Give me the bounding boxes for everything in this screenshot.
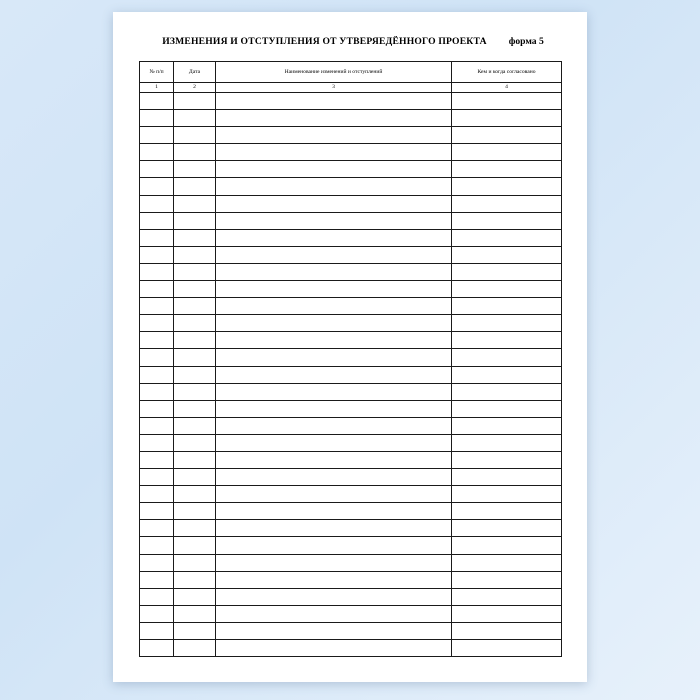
cell-approval[interactable] [452, 178, 562, 195]
cell-number[interactable] [140, 622, 174, 639]
cell-approval[interactable] [452, 400, 562, 417]
cell-number[interactable] [140, 298, 174, 315]
table-row[interactable] [140, 486, 562, 503]
cell-approval[interactable] [452, 161, 562, 178]
column-number-1: 1 [140, 83, 174, 93]
cell-approval[interactable] [452, 263, 562, 280]
cell-approval[interactable] [452, 281, 562, 298]
cell-number[interactable] [140, 349, 174, 366]
cell-approval[interactable] [452, 622, 562, 639]
cell-date[interactable] [174, 486, 216, 503]
table-row[interactable] [140, 178, 562, 195]
table-body [140, 93, 562, 657]
cell-description[interactable] [216, 161, 452, 178]
cell-description[interactable] [216, 229, 452, 246]
cell-approval[interactable] [452, 366, 562, 383]
cell-approval[interactable] [452, 93, 562, 110]
cell-number[interactable] [140, 144, 174, 161]
cell-date[interactable] [174, 144, 216, 161]
cell-description[interactable] [216, 383, 452, 400]
table-row[interactable] [140, 622, 562, 639]
table-row[interactable] [140, 451, 562, 468]
cell-description[interactable] [216, 417, 452, 434]
cell-approval[interactable] [452, 434, 562, 451]
cell-date[interactable] [174, 178, 216, 195]
cell-number[interactable] [140, 195, 174, 212]
column-header-description: Наименование изменений и отступлений [216, 62, 452, 83]
cell-description[interactable] [216, 486, 452, 503]
cell-number[interactable] [140, 110, 174, 127]
table-row[interactable] [140, 640, 562, 657]
cell-date[interactable] [174, 554, 216, 571]
column-number-2: 2 [174, 83, 216, 93]
cell-number[interactable] [140, 161, 174, 178]
cell-number[interactable] [140, 451, 174, 468]
cell-description[interactable] [216, 195, 452, 212]
table-row[interactable] [140, 110, 562, 127]
table-row[interactable] [140, 366, 562, 383]
cell-date[interactable] [174, 332, 216, 349]
cell-description[interactable] [216, 366, 452, 383]
cell-date[interactable] [174, 588, 216, 605]
cell-date[interactable] [174, 383, 216, 400]
changes-journal-table [139, 61, 562, 657]
cell-approval[interactable] [452, 417, 562, 434]
cell-approval[interactable] [452, 298, 562, 315]
cell-date[interactable] [174, 246, 216, 263]
cell-date[interactable] [174, 451, 216, 468]
cell-description[interactable] [216, 315, 452, 332]
table-row[interactable] [140, 537, 562, 554]
cell-number[interactable] [140, 332, 174, 349]
table-row[interactable] [140, 127, 562, 144]
cell-approval[interactable] [452, 127, 562, 144]
cell-description[interactable] [216, 144, 452, 161]
cell-approval[interactable] [452, 315, 562, 332]
cell-date[interactable] [174, 212, 216, 229]
form-number-label: форма 5 [508, 36, 544, 47]
table-header-row [140, 62, 562, 83]
cell-date[interactable] [174, 229, 216, 246]
cell-date[interactable] [174, 520, 216, 537]
cell-date[interactable] [174, 93, 216, 110]
cell-description[interactable] [216, 127, 452, 144]
table-row[interactable] [140, 400, 562, 417]
cell-description[interactable] [216, 349, 452, 366]
table-row[interactable] [140, 469, 562, 486]
cell-description[interactable] [216, 246, 452, 263]
table-row[interactable] [140, 315, 562, 332]
table-row[interactable] [140, 263, 562, 280]
cell-approval[interactable] [452, 486, 562, 503]
table-row[interactable] [140, 605, 562, 622]
table-row[interactable] [140, 161, 562, 178]
page-content [139, 36, 561, 664]
cell-description[interactable] [216, 605, 452, 622]
cell-number[interactable] [140, 503, 174, 520]
cell-date[interactable] [174, 315, 216, 332]
cell-number[interactable] [140, 383, 174, 400]
cell-description[interactable] [216, 110, 452, 127]
table-row[interactable] [140, 349, 562, 366]
cell-description[interactable] [216, 93, 452, 110]
cell-number[interactable] [140, 263, 174, 280]
table-row[interactable] [140, 298, 562, 315]
table-header [140, 62, 562, 93]
cell-date[interactable] [174, 537, 216, 554]
cell-description[interactable] [216, 400, 452, 417]
cell-number[interactable] [140, 417, 174, 434]
table-row[interactable] [140, 417, 562, 434]
column-number-3: 3 [216, 83, 452, 93]
cell-number[interactable] [140, 588, 174, 605]
column-number-4: 4 [452, 83, 562, 93]
cell-number[interactable] [140, 640, 174, 657]
cell-date[interactable] [174, 434, 216, 451]
cell-description[interactable] [216, 640, 452, 657]
cell-approval[interactable] [452, 212, 562, 229]
cell-number[interactable] [140, 400, 174, 417]
table-row[interactable] [140, 93, 562, 110]
cell-description[interactable] [216, 434, 452, 451]
cell-date[interactable] [174, 161, 216, 178]
document-page [113, 12, 587, 682]
table-row[interactable] [140, 383, 562, 400]
table-row[interactable] [140, 246, 562, 263]
cell-description[interactable] [216, 571, 452, 588]
cell-number[interactable] [140, 93, 174, 110]
cell-description[interactable] [216, 451, 452, 468]
cell-date[interactable] [174, 571, 216, 588]
cell-approval[interactable] [452, 588, 562, 605]
table-row[interactable] [140, 195, 562, 212]
column-header-date: Дата [174, 62, 216, 83]
cell-description[interactable] [216, 469, 452, 486]
table-row[interactable] [140, 229, 562, 246]
cell-number[interactable] [140, 434, 174, 451]
cell-approval[interactable] [452, 640, 562, 657]
cell-description[interactable] [216, 263, 452, 280]
cell-date[interactable] [174, 400, 216, 417]
cell-approval[interactable] [452, 332, 562, 349]
cell-date[interactable] [174, 110, 216, 127]
cell-date[interactable] [174, 640, 216, 657]
cell-date[interactable] [174, 605, 216, 622]
cell-description[interactable] [216, 298, 452, 315]
column-header-number: № п/п [140, 62, 174, 83]
cell-description[interactable] [216, 622, 452, 639]
cell-description[interactable] [216, 281, 452, 298]
cell-approval[interactable] [452, 110, 562, 127]
table-row[interactable] [140, 144, 562, 161]
cell-description[interactable] [216, 520, 452, 537]
cell-date[interactable] [174, 366, 216, 383]
cell-number[interactable] [140, 229, 174, 246]
cell-description[interactable] [216, 503, 452, 520]
table-row[interactable] [140, 520, 562, 537]
table-row[interactable] [140, 588, 562, 605]
cell-number[interactable] [140, 605, 174, 622]
cell-approval[interactable] [452, 469, 562, 486]
cell-approval[interactable] [452, 349, 562, 366]
table-row[interactable] [140, 571, 562, 588]
table-row[interactable] [140, 554, 562, 571]
cell-description[interactable] [216, 212, 452, 229]
cell-number[interactable] [140, 212, 174, 229]
cell-number[interactable] [140, 246, 174, 263]
cell-number[interactable] [140, 281, 174, 298]
cell-number[interactable] [140, 571, 174, 588]
table-row[interactable] [140, 332, 562, 349]
cell-number[interactable] [140, 315, 174, 332]
cell-approval[interactable] [452, 571, 562, 588]
table-row[interactable] [140, 434, 562, 451]
document-header [139, 36, 561, 47]
cell-number[interactable] [140, 520, 174, 537]
page-title: ИЗМЕНЕНИЯ И ОТСТУПЛЕНИЯ ОТ УТВЕРЯЕДЁННОГО ПРОЕКТА [162, 36, 487, 47]
cell-date[interactable] [174, 622, 216, 639]
cell-date[interactable] [174, 195, 216, 212]
cell-description[interactable] [216, 537, 452, 554]
cell-approval[interactable] [452, 503, 562, 520]
table-row[interactable] [140, 281, 562, 298]
cell-approval[interactable] [452, 229, 562, 246]
cell-approval[interactable] [452, 537, 562, 554]
cell-date[interactable] [174, 469, 216, 486]
cell-number[interactable] [140, 469, 174, 486]
cell-number[interactable] [140, 127, 174, 144]
cell-approval[interactable] [452, 605, 562, 622]
cell-number[interactable] [140, 178, 174, 195]
cell-approval[interactable] [452, 451, 562, 468]
cell-date[interactable] [174, 349, 216, 366]
cell-description[interactable] [216, 588, 452, 605]
cell-number[interactable] [140, 366, 174, 383]
cell-description[interactable] [216, 332, 452, 349]
cell-description[interactable] [216, 554, 452, 571]
cell-approval[interactable] [452, 554, 562, 571]
cell-number[interactable] [140, 554, 174, 571]
column-header-approval: Кем и когда согласовано [452, 62, 562, 83]
cell-approval[interactable] [452, 383, 562, 400]
cell-approval[interactable] [452, 520, 562, 537]
table-row[interactable] [140, 212, 562, 229]
cell-number[interactable] [140, 486, 174, 503]
column-number-row [140, 83, 562, 93]
cell-approval[interactable] [452, 246, 562, 263]
cell-date[interactable] [174, 127, 216, 144]
cell-description[interactable] [216, 178, 452, 195]
cell-approval[interactable] [452, 195, 562, 212]
cell-date[interactable] [174, 503, 216, 520]
cell-date[interactable] [174, 263, 216, 280]
cell-date[interactable] [174, 417, 216, 434]
cell-number[interactable] [140, 537, 174, 554]
table-row[interactable] [140, 503, 562, 520]
cell-date[interactable] [174, 298, 216, 315]
cell-approval[interactable] [452, 144, 562, 161]
cell-date[interactable] [174, 281, 216, 298]
